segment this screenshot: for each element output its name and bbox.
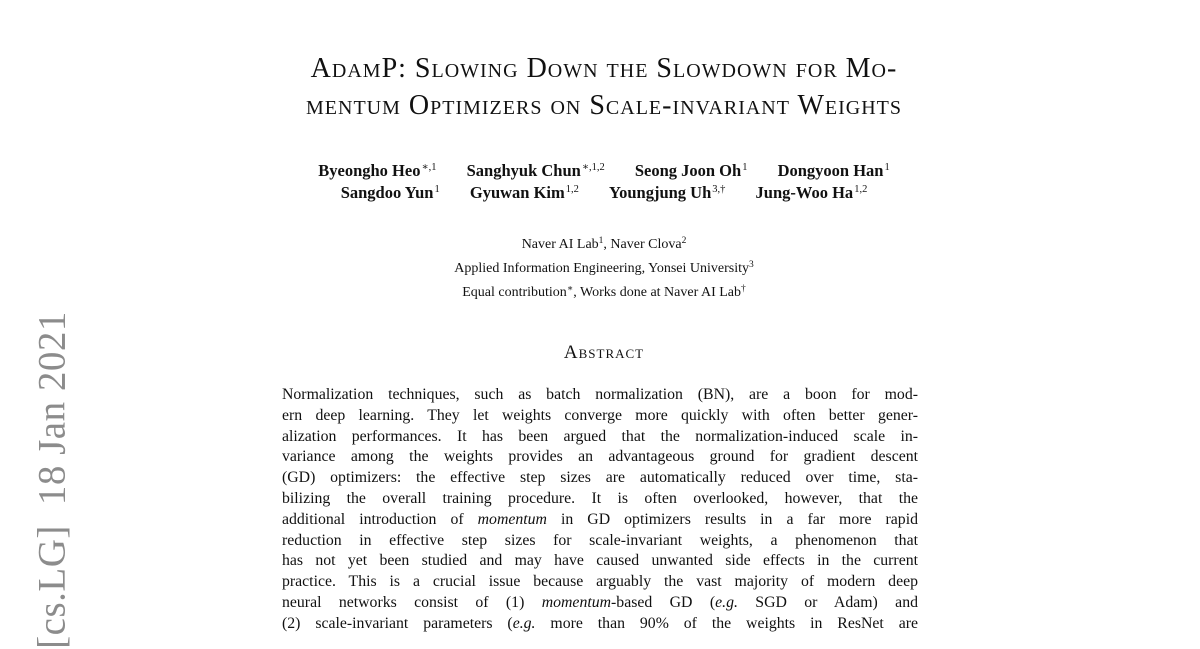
author-affil-mark: 1: [742, 162, 748, 173]
author-name: Dongyoon Han: [777, 161, 884, 180]
author-affil-mark: 1: [434, 184, 440, 195]
affiliation-line: [150, 281, 1058, 305]
author-name: Jung-Woo Ha: [755, 183, 854, 202]
author-list: [150, 160, 1058, 204]
affiliation-mark: 1: [598, 236, 604, 246]
author: [635, 160, 748, 182]
author: [341, 182, 440, 204]
author-affil-mark: 3,†: [712, 184, 726, 195]
affiliation-mark: 3: [749, 260, 754, 270]
contribution-mark: †: [741, 284, 746, 294]
author-name: Youngjung Uh: [609, 183, 712, 202]
author-row: [150, 182, 1058, 204]
title-line: AdamP: Slowing Down the Slowdown for Mo-: [310, 53, 898, 84]
author-affil-mark: 1,2: [854, 184, 868, 195]
author-affil-mark: 1: [884, 162, 890, 173]
abstract-line: (GD) optimizers: the effective step sizes are automatically reduced over time, sta-: [282, 469, 918, 487]
affiliation-mark: 2: [681, 236, 687, 246]
author-affil-mark: ∗,1: [421, 162, 437, 173]
contribution-mark: ∗: [566, 284, 574, 294]
author: [467, 160, 605, 182]
author-affil-mark: ∗,1,2: [581, 162, 605, 173]
abstract-heading: Abstract: [563, 342, 645, 363]
abstract-line: has not yet been studied and may have caused unwanted side effects in the current: [282, 552, 918, 570]
abstract-line: bilizing the overall training procedure. It is often overlooked, however, that the: [282, 489, 918, 507]
author: [318, 160, 436, 182]
author: [778, 160, 890, 182]
author: [609, 182, 725, 204]
arxiv-category: [cs.LG]: [30, 525, 74, 649]
affiliation-line: [150, 233, 1058, 257]
abstract-body: [282, 385, 918, 635]
affiliation-line: [150, 257, 1058, 281]
abstract-line: ern deep learning. They let weights converge more quickly with often better gener-: [282, 406, 918, 424]
affiliations: [150, 233, 1058, 305]
contribution-note: Works done at Naver AI Lab: [580, 285, 742, 300]
affiliation-name: Naver AI Lab: [521, 237, 599, 252]
author-affil-mark: 1,2: [565, 184, 579, 195]
abstract-line: neural networks consist of (1) momentum-based GD (e.g. SGD or Adam) and: [282, 593, 918, 611]
author-name: Gyuwan Kim: [469, 183, 565, 202]
paper-title: [150, 50, 1058, 124]
abstract-line: additional introduction of momentum in GD optimizers results in a far more rapid: [282, 510, 918, 528]
author: [756, 182, 868, 204]
title-line: mentum Optimizers on Scale-invariant Weights: [306, 90, 902, 121]
abstract-line: reduction in effective step sizes for scale-invariant weights, a phenomenon that: [282, 531, 918, 549]
affiliation-separator: ,: [573, 285, 581, 300]
abstract-line: alization performances. It has been argued that the normalization-induced scale in-: [282, 427, 918, 445]
author: [470, 182, 579, 204]
abstract-line: variance among the weights provides an advantageous ground for gradient descent: [282, 448, 918, 466]
author-row: [150, 160, 1058, 182]
arxiv-side-stamp: [30, 311, 75, 649]
author-name: Seong Joon Oh: [634, 161, 742, 180]
affiliation-name: Naver Clova: [610, 237, 682, 252]
author-name: Sangdoo Yun: [340, 183, 434, 202]
abstract-line: (2) scale-invariant parameters (e.g. more than 90% of the weights in ResNet are: [282, 614, 918, 632]
abstract-line: practice. This is a crucial issue because arguably the vast majority of modern deep: [282, 573, 918, 591]
abstract-line: Normalization techniques, such as batch normalization (BN), are a boon for mod-: [282, 386, 918, 403]
contribution-note: Equal contribution: [462, 285, 567, 300]
affiliation-name: Applied Information Engineering, Yonsei University: [454, 261, 749, 276]
affiliation-separator: ,: [603, 237, 611, 252]
author-name: Byeongho Heo: [318, 161, 421, 180]
arxiv-date: 18 Jan 2021: [30, 311, 74, 506]
author-name: Sanghyuk Chun: [466, 161, 581, 180]
